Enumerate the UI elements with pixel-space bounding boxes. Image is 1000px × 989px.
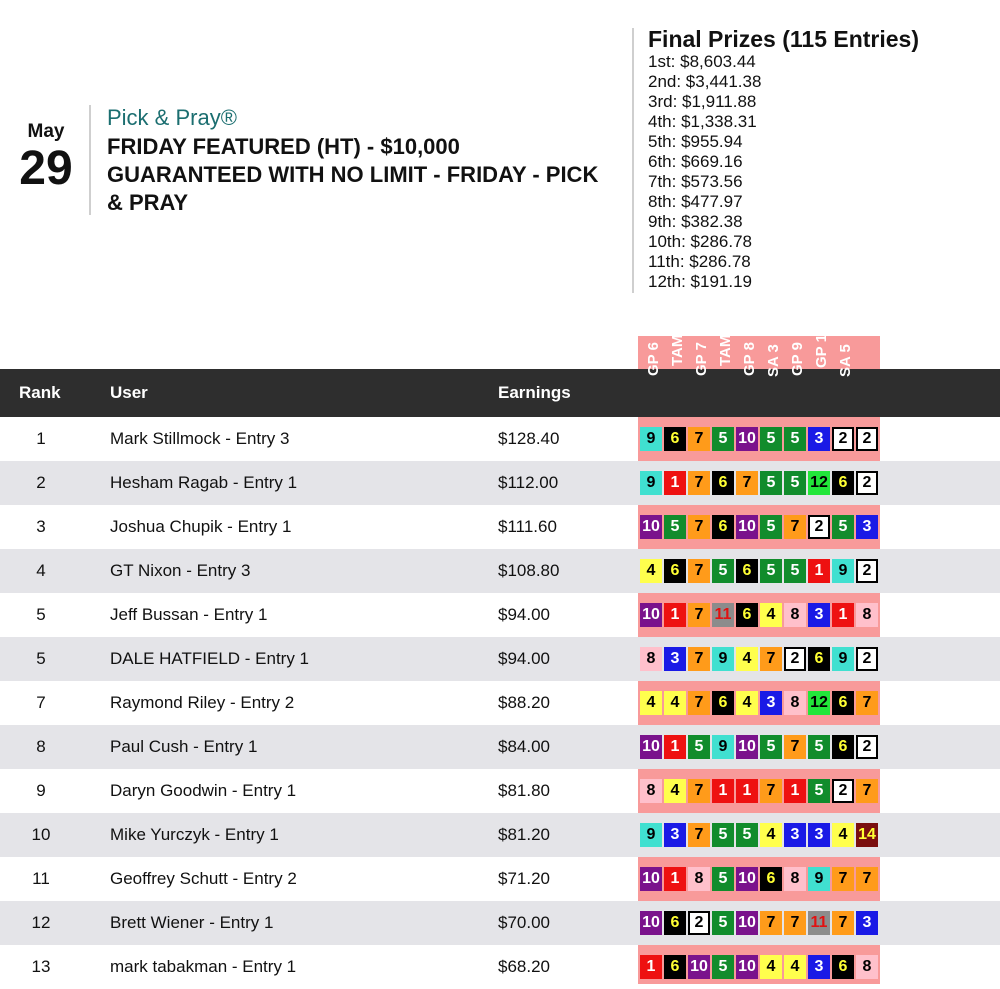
pick-badge: 3 <box>856 911 878 935</box>
prize-item: 9th: $382.38 <box>648 212 743 231</box>
table-row[interactable] <box>0 505 1000 549</box>
pick-badge: 5 <box>808 779 830 803</box>
pick-badge: 3 <box>808 823 830 847</box>
user-cell[interactable]: Mark Stillmock - Entry 3 <box>110 429 290 448</box>
table-row[interactable] <box>0 593 1000 637</box>
pick-list <box>640 955 880 979</box>
earnings-cell: $112.00 <box>498 473 559 492</box>
header-rank[interactable]: Rank <box>19 383 61 402</box>
pick-badge: 9 <box>640 427 662 451</box>
prize-item: 12th: $191.19 <box>648 272 752 291</box>
rank-cell: 5 <box>36 649 46 668</box>
pick-badge: 6 <box>712 515 734 539</box>
user-cell[interactable]: DALE HATFIELD - Entry 1 <box>110 649 310 668</box>
pick-badge: 7 <box>688 647 710 671</box>
table-row[interactable] <box>0 681 1000 725</box>
pick-badge: 6 <box>832 471 854 495</box>
pick-badge: 2 <box>784 647 806 671</box>
pick-badge: 4 <box>832 823 854 847</box>
pick-badge: 2 <box>856 559 878 583</box>
header-user[interactable]: User <box>110 383 148 402</box>
user-cell[interactable]: Mike Yurczyk - Entry 1 <box>110 825 279 844</box>
pick-list <box>640 911 880 935</box>
pick-badge: 1 <box>712 779 734 803</box>
earnings-cell: $128.40 <box>498 429 560 448</box>
pick-badge: 5 <box>712 823 734 847</box>
pick-badge: 11 <box>712 603 734 627</box>
pick-badge: 8 <box>856 955 878 979</box>
pick-badge: 2 <box>808 515 830 539</box>
prize-item: 2nd: $3,441.38 <box>648 72 762 91</box>
pick-badge: 10 <box>640 603 662 627</box>
user-cell[interactable]: mark tabakman - Entry 1 <box>110 957 297 976</box>
pick-badge: 3 <box>808 603 830 627</box>
pick-badge: 8 <box>688 867 710 891</box>
pick-list <box>640 735 880 759</box>
earnings-cell: $88.20 <box>498 693 550 712</box>
pick-badge: 11 <box>808 911 830 935</box>
pick-badge: 9 <box>832 647 854 671</box>
pick-list <box>640 559 880 583</box>
pick-badge: 5 <box>784 427 806 451</box>
race-label-text: TAM 7 <box>669 322 686 367</box>
table-row[interactable] <box>0 945 1000 989</box>
pick-badge: 10 <box>640 911 662 935</box>
pick-badge: 3 <box>808 427 830 451</box>
event-day: 29 <box>19 142 73 195</box>
pick-badge: 6 <box>712 691 734 715</box>
race-labels <box>621 322 880 414</box>
pick-badge: 4 <box>640 559 662 583</box>
pick-badge: 1 <box>808 559 830 583</box>
pick-badge: 10 <box>640 867 662 891</box>
user-cell[interactable]: Raymond Riley - Entry 2 <box>110 693 295 712</box>
rank-cell: 12 <box>31 913 51 932</box>
prize-item: 8th: $477.97 <box>648 192 743 211</box>
race-label-text: GP 8 <box>741 342 758 377</box>
pick-badge: 1 <box>664 471 686 495</box>
race-label-text: TAM 8 <box>717 322 734 367</box>
pick-badge: 7 <box>688 559 710 583</box>
rank-cell: 13 <box>31 957 51 976</box>
rank-cell: 10 <box>31 825 51 844</box>
table-row[interactable] <box>0 461 1000 505</box>
rank-cell: 11 <box>32 869 50 888</box>
pick-badge: 7 <box>736 471 758 495</box>
pick-badge: 8 <box>856 603 878 627</box>
pick-badge: 10 <box>736 911 758 935</box>
pick-badge: 8 <box>640 647 662 671</box>
table-row[interactable] <box>0 813 1000 857</box>
table-row[interactable] <box>0 637 1000 681</box>
race-label-text: TAM 6 <box>621 322 638 367</box>
prize-item: 1st: $8,603.44 <box>648 52 756 71</box>
rank-cell: 7 <box>36 693 46 712</box>
pick-badge: 7 <box>688 471 710 495</box>
pick-badge: 12 <box>808 691 830 715</box>
user-cell[interactable]: Paul Cush - Entry 1 <box>110 737 258 756</box>
pick-list <box>640 647 880 671</box>
pick-badge: 10 <box>640 515 662 539</box>
pick-list <box>640 471 880 495</box>
event-date <box>14 120 78 194</box>
pick-badge: 1 <box>784 779 806 803</box>
race-label-text: GP 9 <box>789 342 806 377</box>
event-month: May <box>27 121 65 142</box>
rank-cell: 8 <box>36 737 46 756</box>
prize-item: 11th: $286.78 <box>648 252 751 271</box>
prizes-title: Final Prizes (115 Entries) <box>648 26 920 52</box>
pick-list <box>640 603 880 627</box>
pick-badge: 5 <box>832 515 854 539</box>
prize-item: 10th: $286.78 <box>648 232 752 251</box>
race-label <box>837 338 878 412</box>
pick-badge: 2 <box>688 911 710 935</box>
prize-item: 7th: $573.56 <box>648 172 743 191</box>
pick-badge: 4 <box>736 647 758 671</box>
race-label-text: GP 6 <box>645 342 662 377</box>
pick-badge: 7 <box>688 427 710 451</box>
event-title-block <box>107 105 617 217</box>
race-label-text: GP 7 <box>693 342 710 377</box>
divider <box>89 105 91 215</box>
pick-badge: 5 <box>712 427 734 451</box>
pick-badge: 5 <box>784 471 806 495</box>
pick-badge: 6 <box>832 955 854 979</box>
pick-badge: 5 <box>760 735 782 759</box>
prize-item: 4th: $1,338.31 <box>648 112 757 131</box>
pick-badge: 2 <box>856 471 878 495</box>
pick-badge: 5 <box>760 559 782 583</box>
pick-badge: 6 <box>712 471 734 495</box>
earnings-cell: $68.20 <box>498 957 550 976</box>
pick-badge: 7 <box>856 691 878 715</box>
table-row[interactable] <box>0 417 1000 461</box>
pick-badge: 9 <box>640 471 662 495</box>
user-cell[interactable]: GT Nixon - Entry 3 <box>110 561 251 580</box>
pick-badge: 3 <box>760 691 782 715</box>
pick-badge: 7 <box>784 515 806 539</box>
pick-badge: 5 <box>712 911 734 935</box>
pick-badge: 1 <box>664 735 686 759</box>
pick-badge: 7 <box>688 779 710 803</box>
pick-badge: 7 <box>784 911 806 935</box>
pick-badge: 10 <box>736 867 758 891</box>
earnings-cell: $70.00 <box>498 913 550 932</box>
earnings-cell: $94.00 <box>498 649 550 668</box>
table-row[interactable] <box>0 549 1000 593</box>
pick-badge: 5 <box>712 955 734 979</box>
pick-badge: 8 <box>784 691 806 715</box>
pick-badge: 10 <box>640 735 662 759</box>
rank-cell: 9 <box>36 781 46 800</box>
pick-badge: 8 <box>784 603 806 627</box>
pick-badge: 6 <box>664 911 686 935</box>
pick-badge: 5 <box>664 515 686 539</box>
earnings-cell: $108.80 <box>498 561 560 580</box>
pick-badge: 7 <box>856 867 878 891</box>
pick-badge: 3 <box>856 515 878 539</box>
race-label-text: GP 10 <box>813 325 830 368</box>
pick-badge: 4 <box>664 779 686 803</box>
pick-badge: 3 <box>664 647 686 671</box>
pick-badge: 6 <box>736 603 758 627</box>
pick-badge: 1 <box>640 955 662 979</box>
event-title: FRIDAY FEATURED (HT) - $10,000 GUARANTEED WITH NO LIMIT - FRIDAY - PICK & PRAY <box>107 134 599 215</box>
pick-badge: 1 <box>664 867 686 891</box>
pick-badge: 10 <box>736 515 758 539</box>
brand-name: Pick & Pray® <box>107 105 237 130</box>
earnings-cell: $81.20 <box>498 825 550 844</box>
table-row[interactable] <box>0 857 1000 901</box>
pick-badge: 6 <box>664 559 686 583</box>
pick-badge: 7 <box>856 779 878 803</box>
pick-badge: 5 <box>760 427 782 451</box>
pick-badge: 7 <box>760 779 782 803</box>
pick-badge: 4 <box>760 823 782 847</box>
pick-badge: 3 <box>784 823 806 847</box>
pick-badge: 8 <box>640 779 662 803</box>
pick-badge: 6 <box>736 559 758 583</box>
pick-badge: 6 <box>760 867 782 891</box>
user-cell[interactable]: Daryn Goodwin - Entry 1 <box>110 781 297 800</box>
pick-badge: 1 <box>832 603 854 627</box>
pick-badge: 4 <box>736 691 758 715</box>
pick-badge: 5 <box>760 471 782 495</box>
pick-badge: 9 <box>808 867 830 891</box>
header-earnings[interactable]: Earnings <box>498 383 571 402</box>
pick-badge: 6 <box>664 955 686 979</box>
pick-badge: 1 <box>736 779 758 803</box>
user-cell[interactable]: Brett Wiener - Entry 1 <box>110 913 274 932</box>
race-label-text: SA 5 <box>837 344 854 378</box>
divider <box>632 28 634 293</box>
pick-badge: 7 <box>832 911 854 935</box>
table-row[interactable] <box>0 725 1000 769</box>
pick-badge: 2 <box>856 735 878 759</box>
pick-list <box>640 691 880 715</box>
pick-badge: 12 <box>808 471 830 495</box>
prize-list <box>648 52 988 292</box>
rank-cell: 1 <box>36 429 46 448</box>
pick-badge: 2 <box>856 427 878 451</box>
pick-badge: 6 <box>664 427 686 451</box>
pick-badge: 5 <box>784 559 806 583</box>
table-row[interactable] <box>0 769 1000 813</box>
pick-badge: 3 <box>808 955 830 979</box>
pick-badge: 7 <box>760 911 782 935</box>
pick-badge: 4 <box>760 603 782 627</box>
pick-badge: 2 <box>832 779 854 803</box>
rank-cell: 2 <box>36 473 46 492</box>
pick-badge: 3 <box>664 823 686 847</box>
rank-cell: 4 <box>36 561 46 580</box>
pick-badge: 5 <box>808 735 830 759</box>
user-cell[interactable]: Geoffrey Schutt - Entry 2 <box>110 869 297 888</box>
pick-list <box>640 823 880 847</box>
pick-badge: 7 <box>688 691 710 715</box>
pick-badge: 9 <box>712 647 734 671</box>
pick-badge: 9 <box>712 735 734 759</box>
pick-badge: 1 <box>664 603 686 627</box>
pick-list <box>640 867 880 891</box>
user-cell[interactable]: Jeff Bussan - Entry 1 <box>110 605 268 624</box>
prizes-panel <box>648 26 988 292</box>
pick-badge: 8 <box>784 867 806 891</box>
pick-badge: 7 <box>760 647 782 671</box>
pick-badge: 6 <box>832 735 854 759</box>
earnings-cell: $84.00 <box>498 737 550 756</box>
pick-badge: 5 <box>712 867 734 891</box>
pick-badge: 9 <box>832 559 854 583</box>
earnings-cell: $71.20 <box>498 869 550 888</box>
earnings-cell: $111.60 <box>498 517 557 536</box>
pick-badge: 10 <box>688 955 710 979</box>
table-row[interactable] <box>0 901 1000 945</box>
pick-badge: 7 <box>688 515 710 539</box>
pick-badge: 7 <box>832 867 854 891</box>
rank-cell: 5 <box>36 605 46 624</box>
pick-list <box>640 779 880 803</box>
pick-badge: 5 <box>688 735 710 759</box>
pick-badge: 7 <box>688 603 710 627</box>
earnings-cell: $94.00 <box>498 605 550 624</box>
prize-item: 6th: $669.16 <box>648 152 743 171</box>
user-cell[interactable]: Hesham Ragab - Entry 1 <box>110 473 298 492</box>
pick-badge: 5 <box>736 823 758 847</box>
pick-badge: 10 <box>736 735 758 759</box>
pick-badge: 4 <box>664 691 686 715</box>
rank-cell: 3 <box>36 517 46 536</box>
pick-badge: 14 <box>856 823 878 847</box>
pick-list <box>640 427 880 451</box>
pick-badge: 9 <box>640 823 662 847</box>
user-cell[interactable]: Joshua Chupik - Entry 1 <box>110 517 292 536</box>
pick-badge: 7 <box>688 823 710 847</box>
pick-badge: 7 <box>784 735 806 759</box>
pick-badge: 4 <box>784 955 806 979</box>
pick-badge: 2 <box>856 647 878 671</box>
pick-badge: 5 <box>712 559 734 583</box>
race-label-text: SA 3 <box>765 344 782 378</box>
pick-badge: 6 <box>808 647 830 671</box>
pick-badge: 6 <box>832 691 854 715</box>
earnings-cell: $81.80 <box>498 781 550 800</box>
pick-badge: 10 <box>736 955 758 979</box>
pick-badge: 4 <box>760 955 782 979</box>
prize-item: 5th: $955.94 <box>648 132 743 151</box>
pick-list <box>640 515 880 539</box>
pick-badge: 2 <box>832 427 854 451</box>
prize-item: 3rd: $1,911.88 <box>648 92 757 111</box>
pick-badge: 5 <box>760 515 782 539</box>
pick-badge: 4 <box>640 691 662 715</box>
pick-badge: 10 <box>736 427 758 451</box>
